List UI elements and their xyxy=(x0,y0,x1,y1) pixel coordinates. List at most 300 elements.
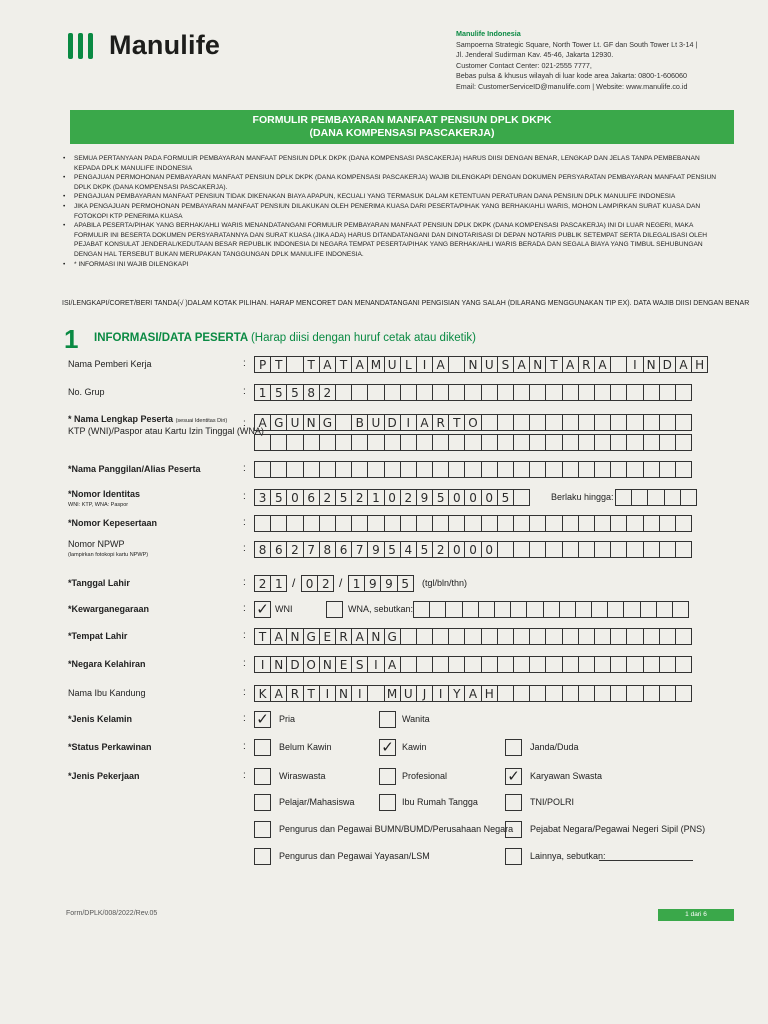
char-box[interactable] xyxy=(270,434,287,451)
char-box[interactable] xyxy=(578,414,595,431)
char-box[interactable] xyxy=(529,515,546,532)
char-box[interactable]: I xyxy=(351,685,368,702)
char-box[interactable] xyxy=(319,461,336,478)
char-box[interactable] xyxy=(335,384,352,401)
char-box[interactable]: B xyxy=(351,414,368,431)
char-box[interactable]: H xyxy=(481,685,498,702)
char-box[interactable] xyxy=(626,541,643,558)
job-irt-checkbox[interactable] xyxy=(379,794,396,811)
char-box[interactable] xyxy=(578,384,595,401)
char-box[interactable] xyxy=(626,656,643,673)
char-box[interactable]: M xyxy=(367,356,384,373)
char-box[interactable] xyxy=(643,461,660,478)
char-box[interactable] xyxy=(513,414,530,431)
char-box[interactable]: 7 xyxy=(303,541,320,558)
char-box[interactable] xyxy=(675,414,692,431)
valid-until-field[interactable] xyxy=(615,489,696,506)
char-box[interactable]: A xyxy=(464,685,481,702)
char-box[interactable]: G xyxy=(319,414,336,431)
birthcountry-field[interactable] xyxy=(254,656,691,673)
char-box[interactable] xyxy=(643,685,660,702)
char-box[interactable] xyxy=(513,515,530,532)
char-box[interactable] xyxy=(464,628,481,645)
char-box[interactable]: 2 xyxy=(317,575,334,592)
char-box[interactable] xyxy=(607,601,624,618)
membership-number-field[interactable] xyxy=(254,515,691,532)
char-box[interactable]: 5 xyxy=(286,384,303,401)
char-box[interactable] xyxy=(513,384,530,401)
char-box[interactable]: E xyxy=(335,656,352,673)
char-box[interactable] xyxy=(448,515,465,532)
char-box[interactable] xyxy=(448,461,465,478)
char-box[interactable]: N xyxy=(303,414,320,431)
male-checkbox[interactable]: ✓ xyxy=(254,711,271,728)
char-box[interactable] xyxy=(559,601,576,618)
char-box[interactable]: A xyxy=(432,356,449,373)
char-box[interactable] xyxy=(432,628,449,645)
char-box[interactable]: I xyxy=(319,685,336,702)
char-box[interactable]: 0 xyxy=(464,489,481,506)
job-other-checkbox[interactable] xyxy=(505,848,522,865)
char-box[interactable]: 9 xyxy=(416,489,433,506)
char-box[interactable] xyxy=(659,414,676,431)
char-box[interactable]: A xyxy=(254,414,271,431)
char-box[interactable]: 1 xyxy=(270,575,287,592)
char-box[interactable] xyxy=(594,414,611,431)
char-box[interactable] xyxy=(594,685,611,702)
char-box[interactable] xyxy=(594,461,611,478)
char-box[interactable] xyxy=(545,656,562,673)
char-box[interactable] xyxy=(610,356,627,373)
char-box[interactable]: L xyxy=(400,356,417,373)
char-box[interactable] xyxy=(610,434,627,451)
char-box[interactable] xyxy=(448,656,465,673)
char-box[interactable] xyxy=(594,541,611,558)
char-box[interactable]: 0 xyxy=(448,541,465,558)
char-box[interactable] xyxy=(445,601,462,618)
job-yayasan-checkbox[interactable] xyxy=(254,848,271,865)
char-box[interactable] xyxy=(497,515,514,532)
char-box[interactable] xyxy=(675,461,692,478)
char-box[interactable] xyxy=(562,461,579,478)
char-box[interactable] xyxy=(384,384,401,401)
char-box[interactable] xyxy=(481,461,498,478)
char-box[interactable] xyxy=(462,601,479,618)
char-box[interactable] xyxy=(610,685,627,702)
char-box[interactable]: J xyxy=(416,685,433,702)
char-box[interactable] xyxy=(319,434,336,451)
char-box[interactable] xyxy=(254,461,271,478)
char-box[interactable] xyxy=(416,515,433,532)
char-box[interactable] xyxy=(448,628,465,645)
char-box[interactable] xyxy=(286,515,303,532)
char-box[interactable]: O xyxy=(303,656,320,673)
wna-checkbox[interactable] xyxy=(326,601,343,618)
char-box[interactable]: 5 xyxy=(432,489,449,506)
char-box[interactable] xyxy=(675,628,692,645)
char-box[interactable]: I xyxy=(367,656,384,673)
mother-name-field[interactable] xyxy=(254,685,691,702)
char-box[interactable] xyxy=(432,656,449,673)
char-box[interactable]: N xyxy=(270,656,287,673)
char-box[interactable]: U xyxy=(367,414,384,431)
char-box[interactable] xyxy=(513,685,530,702)
char-box[interactable]: G xyxy=(384,628,401,645)
married-checkbox[interactable]: ✓ xyxy=(379,739,396,756)
char-box[interactable]: 8 xyxy=(254,541,271,558)
char-box[interactable] xyxy=(562,384,579,401)
char-box[interactable] xyxy=(448,384,465,401)
nickname-field[interactable] xyxy=(254,461,691,478)
char-box[interactable]: A xyxy=(270,628,287,645)
char-box[interactable]: 8 xyxy=(319,541,336,558)
char-box[interactable] xyxy=(529,628,546,645)
char-box[interactable] xyxy=(529,434,546,451)
char-box[interactable] xyxy=(510,601,527,618)
char-box[interactable]: 4 xyxy=(400,541,417,558)
char-box[interactable] xyxy=(432,515,449,532)
char-box[interactable] xyxy=(513,656,530,673)
char-box[interactable] xyxy=(562,515,579,532)
job-pns-checkbox[interactable] xyxy=(505,821,522,838)
char-box[interactable] xyxy=(626,384,643,401)
char-box[interactable] xyxy=(578,685,595,702)
char-box[interactable] xyxy=(562,414,579,431)
char-box[interactable]: 8 xyxy=(303,384,320,401)
char-box[interactable]: R xyxy=(286,685,303,702)
char-box[interactable]: 3 xyxy=(254,489,271,506)
char-box[interactable] xyxy=(545,434,562,451)
char-box[interactable] xyxy=(675,384,692,401)
char-box[interactable]: 1 xyxy=(367,489,384,506)
char-box[interactable] xyxy=(675,515,692,532)
char-box[interactable] xyxy=(400,461,417,478)
char-box[interactable] xyxy=(303,461,320,478)
char-box[interactable] xyxy=(543,601,560,618)
job-karyawan-checkbox[interactable]: ✓ xyxy=(505,768,522,785)
char-box[interactable] xyxy=(659,656,676,673)
char-box[interactable] xyxy=(481,384,498,401)
char-box[interactable] xyxy=(659,515,676,532)
char-box[interactable] xyxy=(626,414,643,431)
char-box[interactable] xyxy=(659,685,676,702)
char-box[interactable] xyxy=(303,515,320,532)
char-box[interactable]: U xyxy=(481,356,498,373)
char-box[interactable]: 5 xyxy=(416,541,433,558)
char-box[interactable]: N xyxy=(367,628,384,645)
job-profesional-checkbox[interactable] xyxy=(379,768,396,785)
char-box[interactable] xyxy=(680,489,697,506)
char-box[interactable] xyxy=(545,541,562,558)
char-box[interactable]: 0 xyxy=(301,575,318,592)
char-box[interactable] xyxy=(545,384,562,401)
char-box[interactable]: R xyxy=(432,414,449,431)
char-box[interactable]: T xyxy=(303,685,320,702)
char-box[interactable] xyxy=(413,601,430,618)
char-box[interactable]: A xyxy=(562,356,579,373)
char-box[interactable]: R xyxy=(335,628,352,645)
char-box[interactable] xyxy=(335,461,352,478)
char-box[interactable] xyxy=(594,434,611,451)
char-box[interactable] xyxy=(254,515,271,532)
char-box[interactable] xyxy=(270,515,287,532)
dob-month-field[interactable] xyxy=(301,575,333,592)
char-box[interactable] xyxy=(610,628,627,645)
char-box[interactable]: I xyxy=(432,685,449,702)
char-box[interactable] xyxy=(643,628,660,645)
char-box[interactable] xyxy=(626,461,643,478)
char-box[interactable] xyxy=(367,461,384,478)
char-box[interactable] xyxy=(384,515,401,532)
char-box[interactable] xyxy=(526,601,543,618)
char-box[interactable]: 6 xyxy=(335,541,352,558)
char-box[interactable] xyxy=(643,434,660,451)
char-box[interactable] xyxy=(578,541,595,558)
char-box[interactable] xyxy=(497,685,514,702)
char-box[interactable] xyxy=(303,434,320,451)
birthplace-field[interactable] xyxy=(254,628,691,645)
char-box[interactable] xyxy=(384,434,401,451)
char-box[interactable] xyxy=(481,515,498,532)
char-box[interactable] xyxy=(672,601,689,618)
char-box[interactable] xyxy=(675,541,692,558)
char-box[interactable]: S xyxy=(497,356,514,373)
char-box[interactable] xyxy=(578,434,595,451)
char-box[interactable] xyxy=(562,434,579,451)
char-box[interactable]: I xyxy=(400,414,417,431)
char-box[interactable] xyxy=(319,515,336,532)
char-box[interactable]: A xyxy=(270,685,287,702)
char-box[interactable] xyxy=(464,656,481,673)
char-box[interactable] xyxy=(335,414,352,431)
char-box[interactable] xyxy=(578,461,595,478)
char-box[interactable] xyxy=(448,434,465,451)
char-box[interactable] xyxy=(659,434,676,451)
char-box[interactable]: N xyxy=(335,685,352,702)
char-box[interactable] xyxy=(513,461,530,478)
char-box[interactable] xyxy=(416,656,433,673)
char-box[interactable] xyxy=(626,434,643,451)
char-box[interactable]: 2 xyxy=(432,541,449,558)
char-box[interactable] xyxy=(367,685,384,702)
char-box[interactable] xyxy=(416,434,433,451)
char-box[interactable]: G xyxy=(303,628,320,645)
char-box[interactable] xyxy=(626,685,643,702)
char-box[interactable] xyxy=(416,628,433,645)
char-box[interactable] xyxy=(513,541,530,558)
char-box[interactable]: I xyxy=(626,356,643,373)
char-box[interactable] xyxy=(497,628,514,645)
char-box[interactable] xyxy=(591,601,608,618)
char-box[interactable]: D xyxy=(286,656,303,673)
char-box[interactable] xyxy=(610,414,627,431)
char-box[interactable] xyxy=(400,434,417,451)
char-box[interactable]: 0 xyxy=(286,489,303,506)
employer-field[interactable] xyxy=(254,356,707,373)
char-box[interactable] xyxy=(286,461,303,478)
char-box[interactable]: T xyxy=(545,356,562,373)
char-box[interactable] xyxy=(594,515,611,532)
char-box[interactable] xyxy=(351,384,368,401)
char-box[interactable]: 9 xyxy=(380,575,397,592)
char-box[interactable] xyxy=(631,489,648,506)
char-box[interactable]: R xyxy=(578,356,595,373)
char-box[interactable]: T xyxy=(270,356,287,373)
char-box[interactable] xyxy=(594,656,611,673)
job-tni-checkbox[interactable] xyxy=(505,794,522,811)
char-box[interactable] xyxy=(545,515,562,532)
char-box[interactable] xyxy=(497,384,514,401)
char-box[interactable]: U xyxy=(400,685,417,702)
char-box[interactable] xyxy=(578,515,595,532)
char-box[interactable] xyxy=(254,434,271,451)
char-box[interactable] xyxy=(481,434,498,451)
group-number-field[interactable] xyxy=(254,384,691,401)
char-box[interactable] xyxy=(594,384,611,401)
char-box[interactable]: 9 xyxy=(367,541,384,558)
char-box[interactable]: 1 xyxy=(348,575,365,592)
char-box[interactable] xyxy=(432,384,449,401)
char-box[interactable] xyxy=(432,461,449,478)
char-box[interactable] xyxy=(416,384,433,401)
char-box[interactable] xyxy=(545,461,562,478)
char-box[interactable]: H xyxy=(691,356,708,373)
char-box[interactable]: G xyxy=(270,414,287,431)
char-box[interactable]: 6 xyxy=(270,541,287,558)
wni-checkbox[interactable]: ✓ xyxy=(254,601,271,618)
char-box[interactable] xyxy=(626,628,643,645)
char-box[interactable]: 0 xyxy=(384,489,401,506)
char-box[interactable] xyxy=(497,414,514,431)
char-box[interactable]: A xyxy=(513,356,530,373)
char-box[interactable] xyxy=(367,434,384,451)
char-box[interactable]: U xyxy=(384,356,401,373)
char-box[interactable] xyxy=(400,384,417,401)
char-box[interactable]: T xyxy=(303,356,320,373)
char-box[interactable] xyxy=(286,356,303,373)
char-box[interactable] xyxy=(562,628,579,645)
char-box[interactable] xyxy=(610,384,627,401)
char-box[interactable] xyxy=(529,656,546,673)
char-box[interactable] xyxy=(529,461,546,478)
char-box[interactable]: D xyxy=(659,356,676,373)
char-box[interactable]: N xyxy=(529,356,546,373)
dob-year-field[interactable] xyxy=(348,575,413,592)
char-box[interactable]: 2 xyxy=(286,541,303,558)
char-box[interactable] xyxy=(578,628,595,645)
char-box[interactable]: T xyxy=(254,628,271,645)
dob-day-field[interactable] xyxy=(254,575,286,592)
char-box[interactable]: 5 xyxy=(270,489,287,506)
char-box[interactable]: 5 xyxy=(384,541,401,558)
female-checkbox[interactable] xyxy=(379,711,396,728)
char-box[interactable]: T xyxy=(448,414,465,431)
char-box[interactable] xyxy=(464,434,481,451)
char-box[interactable] xyxy=(659,384,676,401)
char-box[interactable] xyxy=(529,685,546,702)
char-box[interactable]: N xyxy=(464,356,481,373)
char-box[interactable] xyxy=(384,461,401,478)
char-box[interactable]: A xyxy=(351,356,368,373)
char-box[interactable] xyxy=(545,414,562,431)
char-box[interactable] xyxy=(481,414,498,431)
char-box[interactable] xyxy=(513,628,530,645)
char-box[interactable]: 5 xyxy=(397,575,414,592)
char-box[interactable] xyxy=(497,656,514,673)
char-box[interactable] xyxy=(643,414,660,431)
char-box[interactable] xyxy=(286,434,303,451)
char-box[interactable]: 2 xyxy=(254,575,271,592)
char-box[interactable] xyxy=(659,461,676,478)
char-box[interactable]: 2 xyxy=(351,489,368,506)
char-box[interactable] xyxy=(675,434,692,451)
fullname-field-line-2[interactable] xyxy=(254,434,691,451)
char-box[interactable] xyxy=(610,461,627,478)
char-box[interactable]: P xyxy=(254,356,271,373)
char-box[interactable]: 6 xyxy=(303,489,320,506)
char-box[interactable] xyxy=(610,541,627,558)
char-box[interactable]: K xyxy=(254,685,271,702)
npwp-field[interactable] xyxy=(254,541,691,558)
char-box[interactable] xyxy=(478,601,495,618)
char-box[interactable]: 5 xyxy=(335,489,352,506)
char-box[interactable] xyxy=(351,461,368,478)
char-box[interactable]: A xyxy=(351,628,368,645)
char-box[interactable]: M xyxy=(384,685,401,702)
char-box[interactable]: Y xyxy=(448,685,465,702)
char-box[interactable]: N xyxy=(286,628,303,645)
char-box[interactable]: A xyxy=(416,414,433,431)
char-box[interactable] xyxy=(529,384,546,401)
char-box[interactable] xyxy=(529,414,546,431)
char-box[interactable]: A xyxy=(594,356,611,373)
char-box[interactable] xyxy=(400,515,417,532)
char-box[interactable] xyxy=(578,656,595,673)
char-box[interactable] xyxy=(416,461,433,478)
wna-country-field[interactable] xyxy=(413,601,688,618)
char-box[interactable] xyxy=(494,601,511,618)
char-box[interactable] xyxy=(367,384,384,401)
char-box[interactable] xyxy=(659,541,676,558)
char-box[interactable] xyxy=(497,434,514,451)
char-box[interactable]: I xyxy=(416,356,433,373)
char-box[interactable] xyxy=(513,489,530,506)
char-box[interactable] xyxy=(664,489,681,506)
char-box[interactable]: A xyxy=(384,656,401,673)
char-box[interactable] xyxy=(656,601,673,618)
char-box[interactable] xyxy=(335,515,352,532)
char-box[interactable] xyxy=(647,489,664,506)
char-box[interactable]: 5 xyxy=(270,384,287,401)
job-wiraswasta-checkbox[interactable] xyxy=(254,768,271,785)
char-box[interactable] xyxy=(562,685,579,702)
char-box[interactable] xyxy=(513,434,530,451)
char-box[interactable]: N xyxy=(643,356,660,373)
char-box[interactable] xyxy=(545,628,562,645)
char-box[interactable]: N xyxy=(319,656,336,673)
char-box[interactable] xyxy=(640,601,657,618)
char-box[interactable] xyxy=(643,384,660,401)
char-box[interactable] xyxy=(497,541,514,558)
char-box[interactable] xyxy=(675,656,692,673)
single-checkbox[interactable] xyxy=(254,739,271,756)
job-bumn-checkbox[interactable] xyxy=(254,821,271,838)
char-box[interactable] xyxy=(270,461,287,478)
char-box[interactable] xyxy=(545,685,562,702)
char-box[interactable] xyxy=(623,601,640,618)
char-box[interactable] xyxy=(335,434,352,451)
char-box[interactable]: 5 xyxy=(497,489,514,506)
